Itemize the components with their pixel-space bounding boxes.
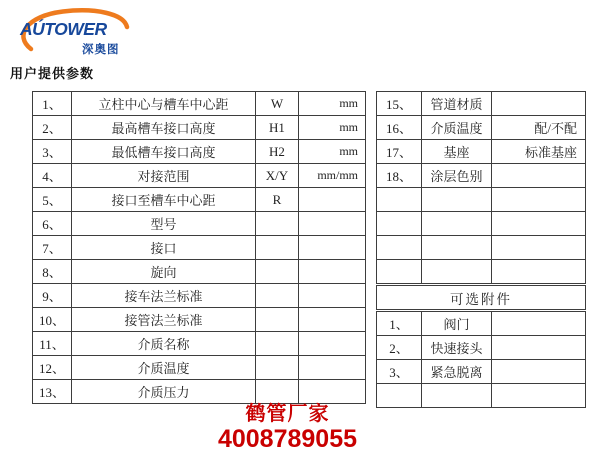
table-row [377, 92, 586, 116]
row-number: 3、 [377, 360, 422, 384]
row-number: 4、 [33, 164, 72, 188]
table-row [33, 308, 366, 332]
option-label [422, 260, 492, 285]
option-value [492, 188, 586, 212]
param-unit [299, 308, 366, 332]
param-name: 接口 [72, 236, 256, 260]
page-title: 用户提供参数 [10, 66, 95, 81]
row-number: 11、 [33, 332, 72, 356]
row-number [377, 236, 422, 260]
row-number: 2、 [33, 116, 72, 140]
param-unit [299, 380, 366, 404]
table-row [377, 236, 586, 260]
option-value [492, 260, 586, 285]
option-label: 紧急脱离 [422, 360, 492, 384]
row-number: 3、 [33, 140, 72, 164]
param-name: 介质名称 [72, 332, 256, 356]
param-name: 立柱中心与槽车中心距 [72, 92, 256, 116]
option-label: 介质温度 [422, 116, 492, 140]
param-name: 介质温度 [72, 356, 256, 380]
row-number: 13、 [33, 380, 72, 404]
table-row [33, 140, 366, 164]
param-symbol [256, 284, 299, 308]
param-name: 对接范围 [72, 164, 256, 188]
row-number: 16、 [377, 116, 422, 140]
table-row [33, 212, 366, 236]
param-symbol: H1 [256, 116, 299, 140]
param-unit [299, 356, 366, 380]
option-label: 基座 [422, 140, 492, 164]
user-params-table [32, 91, 366, 404]
param-symbol: X/Y [256, 164, 299, 188]
param-symbol: W [256, 92, 299, 116]
table-row [377, 260, 586, 285]
param-unit [299, 260, 366, 284]
option-value [492, 92, 586, 116]
row-number: 7、 [33, 236, 72, 260]
option-value [492, 360, 586, 384]
param-name: 最低槽车接口高度 [72, 140, 256, 164]
options-table [376, 91, 586, 408]
param-name: 介质压力 [72, 380, 256, 404]
logo [18, 6, 136, 60]
row-number: 12、 [33, 356, 72, 380]
table-row [377, 336, 586, 360]
option-label [422, 188, 492, 212]
param-symbol [256, 260, 299, 284]
param-unit: mm/mm [299, 164, 366, 188]
option-value [492, 164, 586, 188]
row-number [377, 260, 422, 285]
row-number: 1、 [377, 311, 422, 336]
option-label: 快速接头 [422, 336, 492, 360]
option-value [492, 212, 586, 236]
param-name: 接口至槽车中心距 [72, 188, 256, 212]
option-label: 管道材质 [422, 92, 492, 116]
option-label: 涂层色别 [422, 164, 492, 188]
param-symbol [256, 356, 299, 380]
param-symbol [256, 308, 299, 332]
table-row [33, 188, 366, 212]
row-number: 5、 [33, 188, 72, 212]
param-unit [299, 188, 366, 212]
section-header-row [377, 285, 586, 311]
param-unit [299, 212, 366, 236]
row-number [377, 188, 422, 212]
row-number: 2、 [377, 336, 422, 360]
param-unit: mm [299, 140, 366, 164]
row-number: 1、 [33, 92, 72, 116]
option-label: 阀门 [422, 311, 492, 336]
param-symbol: H2 [256, 140, 299, 164]
table-row [377, 164, 586, 188]
table-row [33, 164, 366, 188]
param-unit: mm [299, 116, 366, 140]
table-row [377, 188, 586, 212]
row-number [377, 212, 422, 236]
table-row [377, 140, 586, 164]
table-row [33, 284, 366, 308]
option-value [492, 311, 586, 336]
footer [0, 402, 575, 453]
param-name: 旋向 [72, 260, 256, 284]
param-symbol [256, 380, 299, 404]
row-number: 10、 [33, 308, 72, 332]
section-header: 可选附件 [377, 285, 586, 311]
phone-number: 4008789055 [217, 425, 358, 453]
row-number: 18、 [377, 164, 422, 188]
option-value: 配/不配 [492, 116, 586, 140]
option-value: 标准基座 [492, 140, 586, 164]
param-name: 最高槽车接口高度 [72, 116, 256, 140]
param-name: 型号 [72, 212, 256, 236]
param-unit [299, 332, 366, 356]
logo-brand-chinese: 深奥图 [82, 44, 120, 56]
option-label [422, 236, 492, 260]
param-unit: mm [299, 92, 366, 116]
row-number: 9、 [33, 284, 72, 308]
row-number: 17、 [377, 140, 422, 164]
table-row [33, 380, 366, 404]
param-unit [299, 284, 366, 308]
option-label [422, 212, 492, 236]
option-value [492, 336, 586, 360]
param-symbol: R [256, 188, 299, 212]
param-name: 接管法兰标准 [72, 308, 256, 332]
param-unit [299, 236, 366, 260]
table-row [377, 311, 586, 336]
row-number: 8、 [33, 260, 72, 284]
logo-brand-text: AÚTOWER [20, 19, 107, 39]
table-row [33, 356, 366, 380]
param-name: 接车法兰标准 [72, 284, 256, 308]
table-row [33, 92, 366, 116]
option-value [492, 236, 586, 260]
table-row [377, 116, 586, 140]
table-row [33, 116, 366, 140]
table-row [33, 236, 366, 260]
table-row [33, 260, 366, 284]
table-row [377, 360, 586, 384]
param-symbol [256, 236, 299, 260]
row-number: 6、 [33, 212, 72, 236]
param-symbol [256, 212, 299, 236]
table-row [33, 332, 366, 356]
table-row [377, 212, 586, 236]
row-number: 15、 [377, 92, 422, 116]
param-symbol [256, 332, 299, 356]
vendor-name: 鹤管厂家 [245, 403, 330, 425]
